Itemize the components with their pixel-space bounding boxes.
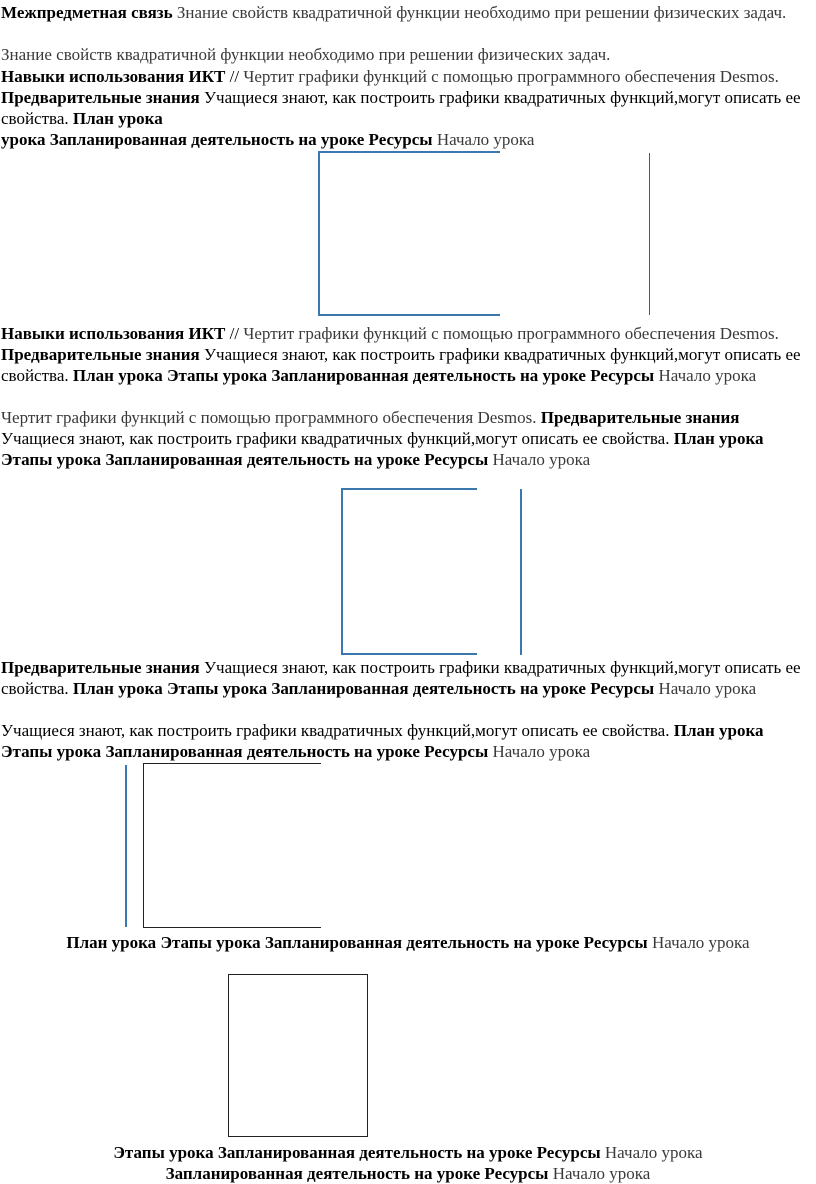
bold-term: Запланированная деятельность на уроке [271, 679, 586, 698]
bold-term: Запланированная деятельность на уроке [165, 1164, 481, 1183]
bold-term: урока [1, 130, 46, 149]
bold-term: Запланированная деятельность на уроке [264, 933, 580, 952]
text: Учащиеся знают, как построить графики квадратичных функций,могут описать ее свойства. [1, 345, 801, 385]
paragraph-lesson-plan [0, 932, 816, 953]
figure-line [520, 489, 522, 655]
text: Чертит графики функций с помощью программного обеспечения Desmos. [1, 408, 537, 427]
text: Учащиеся знают, как построить графики квадратичных функций,могут описать ее свойства. [1, 721, 670, 740]
bold-term: Запланированная деятельность на уроке [105, 450, 420, 469]
text: Чертит графики функций с помощью программного обеспечения Desmos. [243, 324, 779, 343]
bold-term: Этапы урока [1, 450, 102, 469]
bold-term: План урока [72, 109, 163, 128]
paragraph-draws-graphs [1, 407, 813, 470]
bold-term: Ресурсы [424, 450, 489, 469]
bold-term: Ресурсы [424, 742, 489, 761]
figure-frame [341, 488, 477, 655]
paragraph-planned-activity [0, 1163, 816, 1184]
paragraph-ict-skills [1, 66, 813, 150]
text: Учащиеся знают, как построить графики квадратичных функций,могут описать ее свойства. [1, 88, 801, 128]
figure-line [125, 765, 127, 927]
bold-term: Ресурсы [590, 679, 655, 698]
text: Знание свойств квадратичной функции необходимо при решении физических задач. [1, 45, 611, 64]
paragraph-lesson-stages [0, 1142, 816, 1163]
text: Начало урока [658, 679, 757, 698]
bold-term: Межпредметная связь [1, 3, 173, 22]
bold-term: Предварительные знания [1, 345, 200, 364]
paragraph-ict-skills-2 [1, 323, 813, 386]
figure-line [649, 153, 650, 315]
bold-term: Ресурсы [484, 1164, 549, 1183]
bold-term: Этапы урока [160, 933, 261, 952]
text: Начало урока [436, 130, 535, 149]
bold-term: Предварительные знания [1, 88, 200, 107]
text: Учащиеся знают, как построить графики квадратичных функций,могут описать ее свойства. [1, 658, 801, 698]
bold-term: План урока [673, 429, 764, 448]
paragraph-repeat [1, 44, 813, 65]
paragraph-students-know [1, 720, 813, 762]
text: Чертит графики функций с помощью программного обеспечения Desmos. [243, 67, 779, 86]
bold-term: Запланированная деятельность на уроке [217, 1143, 533, 1162]
paragraph-prior-knowledge [1, 657, 813, 699]
text: Знание свойств квадратичной функции необходимо при решении физических задач. [176, 3, 787, 22]
text: Начало урока [658, 366, 757, 385]
bold-term: Навыки использования ИКТ [1, 324, 226, 343]
figure-frame [228, 974, 368, 1137]
separator: // [225, 67, 244, 86]
bold-term: Этапы урока [166, 679, 268, 698]
separator: // [225, 324, 244, 343]
bold-term: Запланированная деятельность на уроке [271, 366, 586, 385]
bold-term: Предварительные знания [1, 658, 200, 677]
text: Начало урока [651, 933, 750, 952]
figure-frame [318, 151, 500, 316]
bold-term: Запланированная деятельность на уроке [105, 742, 420, 761]
bold-term: Ресурсы [368, 130, 433, 149]
bold-term: План урока [66, 933, 157, 952]
text: Начало урока [492, 742, 591, 761]
paragraph-interdisciplinary [1, 2, 813, 23]
bold-term: Этапы урока [113, 1143, 214, 1162]
bold-term: Ресурсы [590, 366, 655, 385]
bold-term: Ресурсы [583, 933, 648, 952]
bold-term: Ресурсы [536, 1143, 601, 1162]
bold-term: Запланированная деятельность на уроке [49, 130, 365, 149]
bold-term: План урока [72, 366, 163, 385]
figure-frame [143, 763, 321, 928]
bold-term: Навыки использования ИКТ [1, 67, 226, 86]
bold-term: Этапы урока [166, 366, 268, 385]
bold-term: План урока [72, 679, 163, 698]
text: Учащиеся знают, как построить графики квадратичных функций,могут описать ее свойства. [1, 429, 670, 448]
bold-term: Предварительные знания [540, 408, 740, 427]
text: Начало урока [492, 450, 591, 469]
bold-term: Этапы урока [1, 742, 102, 761]
bold-term: План урока [673, 721, 764, 740]
text: Начало урока [604, 1143, 703, 1162]
text: Начало урока [552, 1164, 651, 1183]
